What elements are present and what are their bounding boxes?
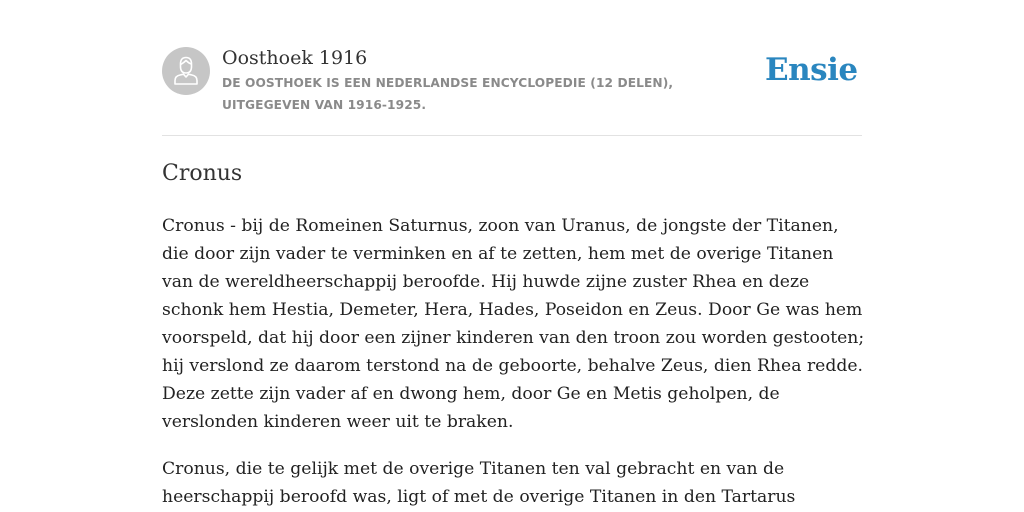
article-title: Cronus	[162, 161, 243, 186]
article-body	[162, 212, 866, 512]
user-icon	[162, 47, 210, 95]
ensie-logo[interactable]: Ensie	[765, 52, 858, 88]
article-paragraph: Cronus - bij de Romeinen Saturnus, zoon van Uranus, de jongste der Titanen, die door zijn vader te verminken en af te zetten, hem met de overige Titanen van de wereldheerschappij beroofde. Hij huwde zijne zuster Rhea en deze schonk hem Hestia, Demeter, Hera, Hades, Poseidon en Zeus. Door Ge was hem voorspeld, dat hij door een zijner kinderen van den troon zou worden gestooten; hij verslond ze daarom terstond na de geboorte, behalve Zeus, dien Rhea redde. Deze zette zijn vader af en dwong hem, door Ge en Metis geholpen, de verslonden kinderen weer uit te braken.	[162, 216, 865, 432]
source-header	[162, 44, 862, 116]
avatar[interactable]	[162, 47, 210, 95]
source-description: DE OOSTHOEK IS EEN NEDERLANDSE ENCYCLOPEDIE (12 DELEN), UITGEGEVEN VAN 1916-1925.	[222, 76, 674, 112]
header-divider	[162, 135, 862, 136]
source-name[interactable]: Oosthoek 1916	[222, 47, 368, 69]
article-paragraph: Cronus, die te gelijk met de overige Titanen ten val gebracht en van de heerschappij beroofd was, ligt of met de overige Titanen in den Tartarus	[162, 459, 796, 507]
